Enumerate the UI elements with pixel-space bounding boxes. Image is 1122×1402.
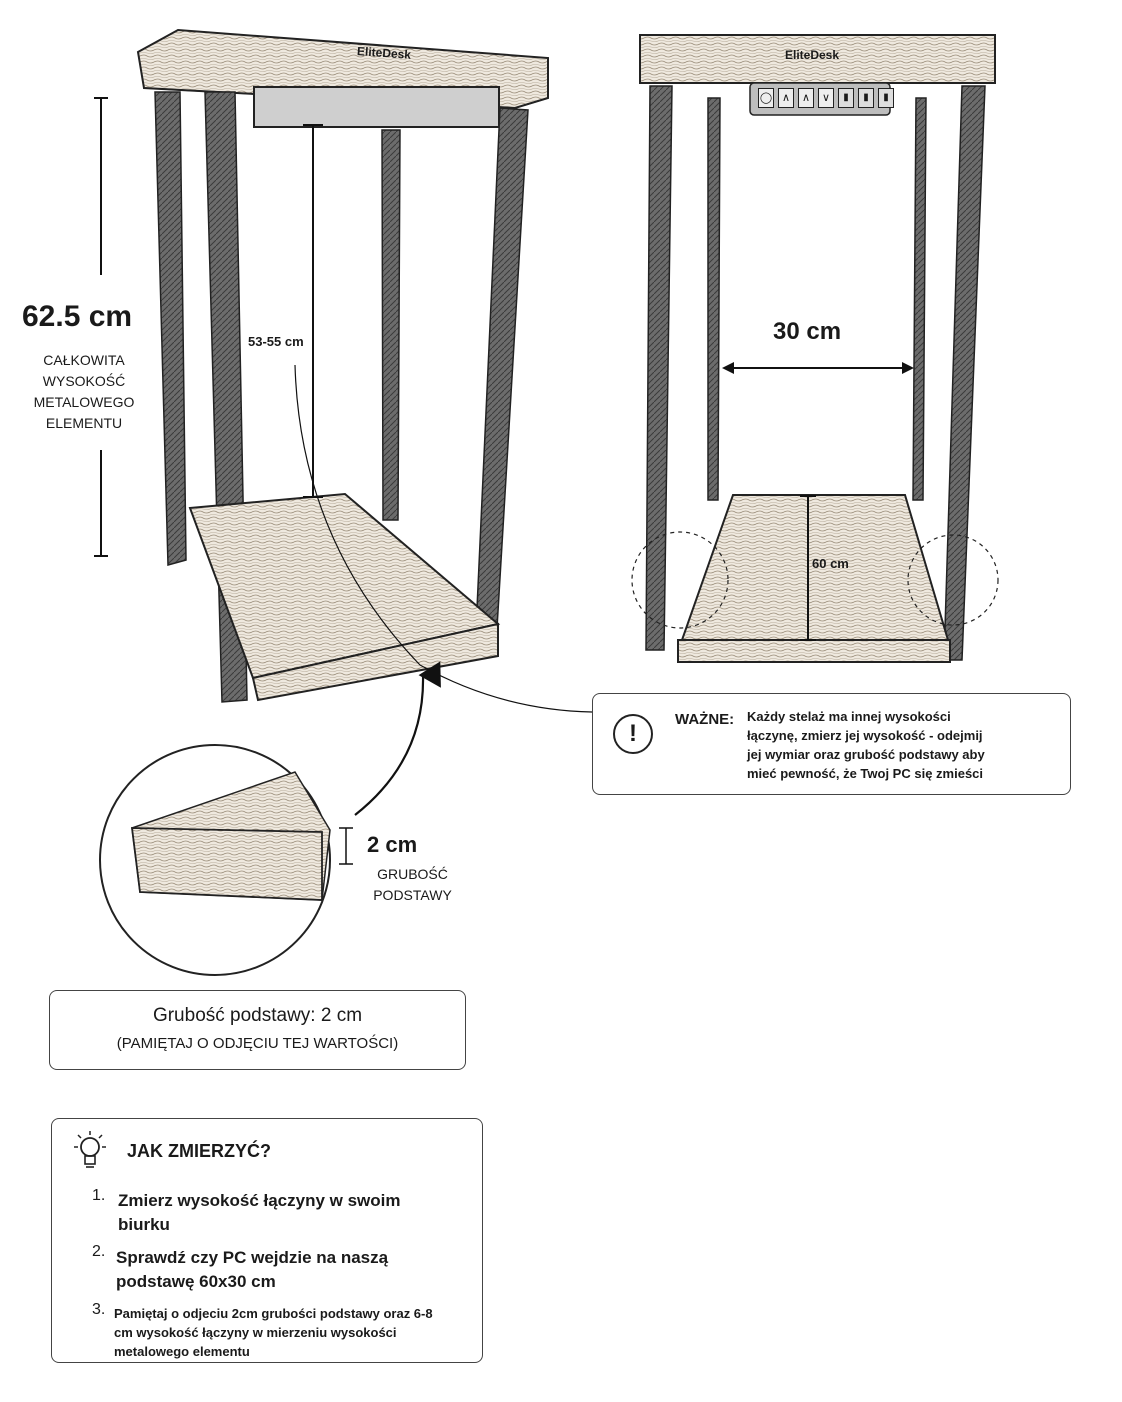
memory-icon: ▮ [858, 88, 874, 108]
control-panel [758, 88, 894, 108]
caption-line: METALOWEGO [33, 394, 135, 410]
lightbulb-icon [70, 1129, 110, 1175]
down-arrow-icon: ∨ [818, 88, 834, 108]
step-line: podstawę 60x30 cm [116, 1272, 276, 1291]
step-line: Pamiętaj o odjeciu 2cm grubości podstawy oraz 6-8 [114, 1306, 433, 1321]
step-line: Zmierz wysokość łączyny w swoim [118, 1191, 401, 1210]
thickness-value: 2 cm [367, 832, 418, 857]
step-line: Sprawdź czy PC wejdzie na naszą [116, 1248, 389, 1267]
inner-height-label: 53-55 cm [248, 334, 304, 349]
caption-line: ELEMENTU [45, 415, 123, 431]
how-to-box [51, 1118, 483, 1363]
step-number: 1. [92, 1187, 106, 1204]
caption-line: CAŁKOWITA [43, 352, 125, 368]
step-line: metalowego elementu [114, 1344, 250, 1359]
step-3 [114, 1304, 474, 1361]
base-thickness-subtitle: (PAMIĘTAJ O ODJĘCIU TEJ WARTOŚCI) [116, 1035, 399, 1052]
total-height-caption [22, 350, 146, 434]
caption-line: WYSOKOŚĆ [42, 373, 126, 389]
up-arrow-icon: ∧ [778, 88, 794, 108]
thickness-detail-drawing [100, 675, 423, 975]
base-thickness-title: Grubość podstawy: 2 cm [152, 1005, 363, 1026]
how-to-title: JAK ZMIERZYĆ? [127, 1141, 271, 1161]
caption-line: GRUBOŚĆ [377, 866, 448, 882]
important-text [747, 707, 1067, 783]
step-line: biurku [118, 1215, 170, 1234]
width-label: 30 cm [773, 318, 842, 345]
memory-icon: ▮ [878, 88, 894, 108]
important-title: WAŻNE: [675, 711, 735, 728]
memory-icon: ▮ [838, 88, 854, 108]
note-line: mieć pewność, że Twoj PC się zmieści [747, 766, 984, 781]
base-thickness-box [49, 990, 466, 1070]
step-number: 2. [92, 1243, 106, 1260]
total-height-label: 62.5 cm [22, 300, 133, 333]
important-note-box [592, 693, 1071, 795]
note-line: jej wymiar oraz grubość podstawy aby [747, 747, 985, 762]
step-2 [116, 1246, 456, 1294]
brand-logo-right: EliteDesk [785, 48, 840, 62]
brand-logo-left: EliteDesk [356, 44, 412, 62]
left-desk-drawing [94, 30, 592, 712]
thickness-caption [360, 864, 465, 906]
step-number: 3. [92, 1301, 106, 1318]
caption-line: PODSTAWY [373, 887, 452, 903]
up-arrow-icon: ∧ [798, 88, 814, 108]
step-1 [118, 1189, 458, 1237]
mode-icon: ◯ [758, 88, 774, 108]
note-line: łączynę, zmierz jej wysokość - odejmij [747, 728, 983, 743]
depth-label: 60 cm [812, 556, 849, 571]
exclamation-icon: ! [613, 714, 653, 754]
step-line: cm wysokość łączyny w mierzeniu wysokości [114, 1325, 397, 1340]
note-line: Każdy stelaż ma innej wysokości [747, 709, 951, 724]
